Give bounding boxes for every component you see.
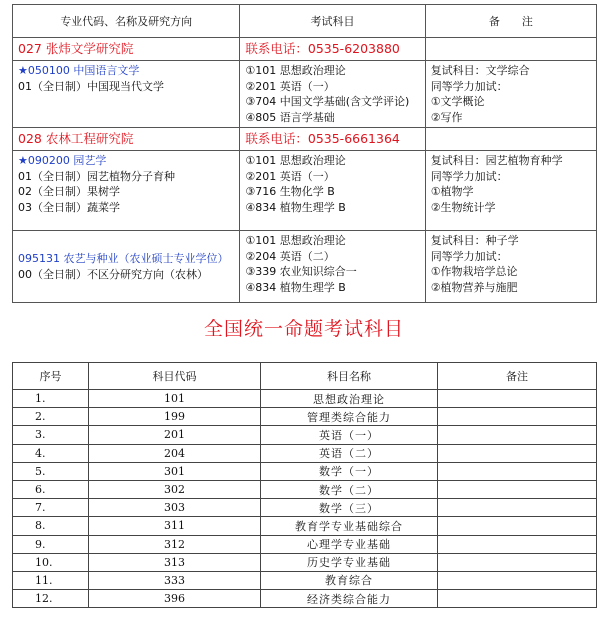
remark-cell <box>438 390 597 408</box>
seq-cell: 5. <box>13 462 89 480</box>
header-major: 专业代码、名称及研究方向 <box>13 5 240 38</box>
header-remark: 备注 <box>438 363 597 390</box>
note-item: ①文学概论 <box>430 95 485 108</box>
seq-cell: 6. <box>13 480 89 498</box>
table-row <box>13 390 597 408</box>
remark-cell <box>438 444 597 462</box>
subject-name-cell: 经济类综合能力 <box>261 590 438 608</box>
remark-cell <box>438 426 597 444</box>
note-item: 复试科目：园艺植物育种学 <box>430 154 563 167</box>
remark-cell <box>438 480 597 498</box>
header-subjects: 考试科目 <box>240 5 425 38</box>
major-code-name: ★090200 园艺学 <box>18 154 107 167</box>
major-cell <box>13 61 240 128</box>
note-item: ②生物统计学 <box>430 200 496 214</box>
subject-item: ④834 植物生理学 B <box>245 280 346 294</box>
header-code: 科目代码 <box>89 363 261 390</box>
national-exam-title: 全国统一命题考试科目 <box>203 318 404 340</box>
subject-name-cell: 英语（二） <box>261 444 438 462</box>
subject-code-cell: 396 <box>89 590 261 608</box>
table-row <box>13 535 597 553</box>
institute-empty-cell <box>425 128 596 151</box>
subject-name-cell: 教育综合 <box>261 571 438 589</box>
subject-item: ③339 农业知识综合一 <box>245 265 357 278</box>
table-row <box>13 462 597 480</box>
seq-cell: 11. <box>13 571 89 589</box>
note-item: 同等学力加试： <box>430 249 508 263</box>
note-item: 复试科目：文学综合 <box>430 64 530 77</box>
subject-name-cell: 心理学专业基础 <box>261 535 438 553</box>
note-item: ②植物营养与施肥 <box>430 280 518 294</box>
institute-name: 027 张炜文学研究院 <box>13 38 240 61</box>
note-item: 同等学力加试： <box>430 79 508 93</box>
seq-cell: 7. <box>13 499 89 517</box>
subject-item: ②201 英语（一） <box>245 79 335 93</box>
subject-item: ②204 英语（二） <box>245 249 335 263</box>
remark-cell <box>438 590 597 608</box>
note-item: ①植物学 <box>430 185 474 198</box>
national-table-header <box>13 363 597 390</box>
major-row <box>13 151 597 231</box>
research-direction: 01（全日制）中国现当代文学 <box>18 79 164 93</box>
seq-cell: 4. <box>13 444 89 462</box>
subject-code-cell: 201 <box>89 426 261 444</box>
institute-name: 028 农林工程研究院 <box>13 128 240 151</box>
subject-name-cell: 数学（二） <box>261 480 438 498</box>
notes-cell <box>425 231 596 303</box>
major-row <box>13 61 597 128</box>
research-direction: 02（全日制）果树学 <box>18 185 120 198</box>
header-name: 科目名称 <box>261 363 438 390</box>
major-code-name: 095131 农艺与种业（农业硕士专业学位） <box>18 252 229 265</box>
note-item: ①作物栽培学总论 <box>430 265 518 278</box>
subject-code-cell: 199 <box>89 408 261 426</box>
subject-code-cell: 101 <box>89 390 261 408</box>
header-notes: 备 注 <box>425 5 596 38</box>
institute-row <box>13 128 597 151</box>
seq-cell: 9. <box>13 535 89 553</box>
subject-item: ①101 思想政治理论 <box>245 154 346 167</box>
subjects-cell <box>240 151 425 231</box>
major-code-name: ★050100 中国语言文学 <box>18 64 140 77</box>
subject-name-cell: 英语（一） <box>261 426 438 444</box>
subject-code-cell: 313 <box>89 553 261 571</box>
national-subjects-table <box>12 362 597 608</box>
program-table-header <box>13 5 597 38</box>
table-row <box>13 408 597 426</box>
subject-code-cell: 301 <box>89 462 261 480</box>
research-direction: 03（全日制）蔬菜学 <box>18 200 120 214</box>
major-cell <box>13 151 240 231</box>
seq-cell: 1. <box>13 390 89 408</box>
subjects-cell <box>240 61 425 128</box>
table-row <box>13 571 597 589</box>
subject-name-cell: 历史学专业基础 <box>261 553 438 571</box>
remark-cell <box>438 571 597 589</box>
subject-item: ④834 植物生理学 B <box>245 200 346 214</box>
notes-cell <box>425 151 596 231</box>
seq-cell: 10. <box>13 553 89 571</box>
institute-phone: 联系电话：0535-6203880 <box>240 38 425 61</box>
program-table <box>12 4 597 303</box>
subject-item: ③716 生物化学 B <box>245 185 335 198</box>
seq-cell: 2. <box>13 408 89 426</box>
remark-cell <box>438 535 597 553</box>
remark-cell <box>438 462 597 480</box>
subject-code-cell: 312 <box>89 535 261 553</box>
subject-name-cell: 数学（三） <box>261 499 438 517</box>
subject-item: ④805 语言学基础 <box>245 110 335 124</box>
subject-item: ①101 思想政治理论 <box>245 64 346 77</box>
table-row <box>13 553 597 571</box>
research-direction: 00（全日制）不区分研究方向（农林） <box>18 267 208 281</box>
table-row <box>13 499 597 517</box>
remark-cell <box>438 499 597 517</box>
institute-phone: 联系电话：0535-6661364 <box>240 128 425 151</box>
subject-item: ①101 思想政治理论 <box>245 234 346 247</box>
table-row <box>13 517 597 535</box>
subject-code-cell: 302 <box>89 480 261 498</box>
remark-cell <box>438 553 597 571</box>
remark-cell <box>438 408 597 426</box>
institute-row <box>13 38 597 61</box>
table-row <box>13 444 597 462</box>
seq-cell: 12. <box>13 590 89 608</box>
note-item: 复试科目：种子学 <box>430 234 519 247</box>
subject-name-cell: 思想政治理论 <box>261 390 438 408</box>
note-item: 同等学力加试： <box>430 169 508 183</box>
notes-cell <box>425 61 596 128</box>
table-row <box>13 426 597 444</box>
major-row <box>13 231 597 303</box>
seq-cell: 8. <box>13 517 89 535</box>
note-item: ②写作 <box>430 110 463 124</box>
subject-item: ②201 英语（一） <box>245 169 335 183</box>
table-row <box>13 480 597 498</box>
research-direction: 01（全日制）园艺植物分子育种 <box>18 169 175 183</box>
subject-code-cell: 303 <box>89 499 261 517</box>
seq-cell: 3. <box>13 426 89 444</box>
subject-code-cell: 311 <box>89 517 261 535</box>
subjects-cell <box>240 231 425 303</box>
remark-cell <box>438 517 597 535</box>
subject-name-cell: 管理类综合能力 <box>261 408 438 426</box>
major-cell <box>13 231 240 303</box>
subject-name-cell: 数学（一） <box>261 462 438 480</box>
subject-name-cell: 教育学专业基础综合 <box>261 517 438 535</box>
institute-empty-cell <box>425 38 596 61</box>
subject-code-cell: 204 <box>89 444 261 462</box>
table-row <box>13 590 597 608</box>
subject-code-cell: 333 <box>89 571 261 589</box>
header-seq: 序号 <box>13 363 89 390</box>
subject-item: ③704 中国文学基础(含文学评论) <box>245 95 410 108</box>
